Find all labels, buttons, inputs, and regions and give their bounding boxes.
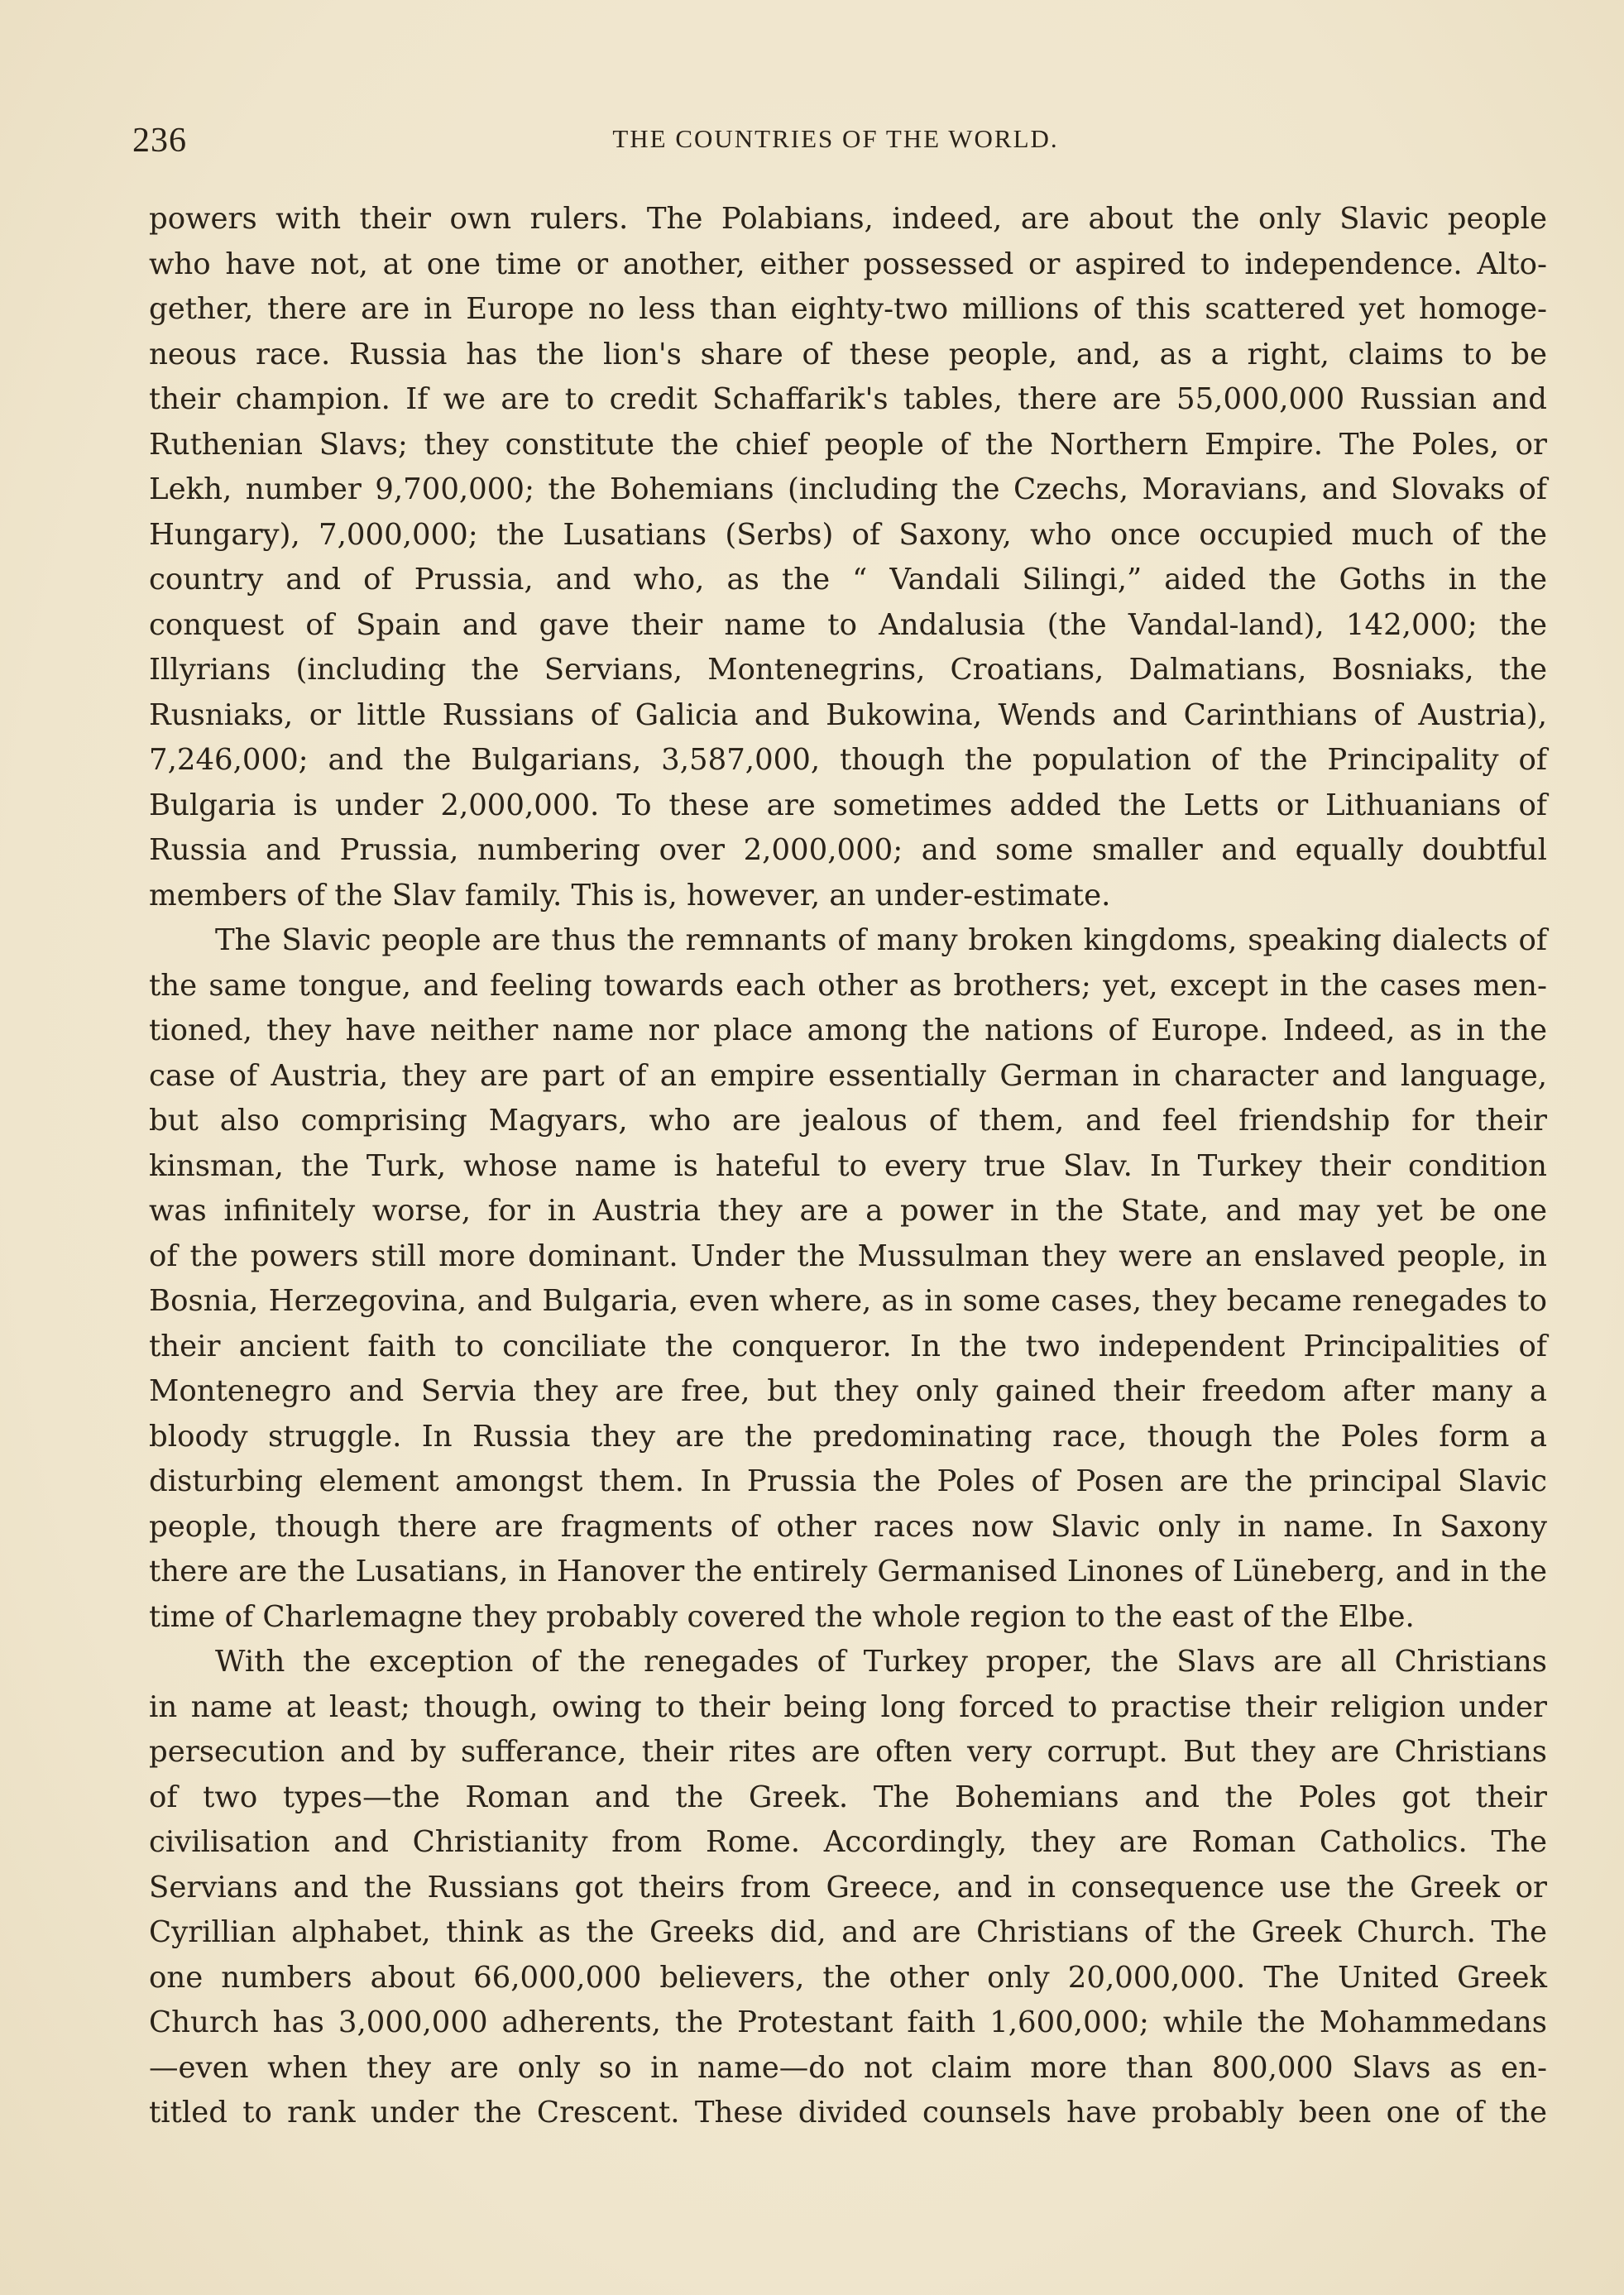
running-title: THE COUNTRIES OF THE WORLD. bbox=[612, 124, 1059, 153]
page-header bbox=[132, 121, 1539, 167]
text-line: 7,246,000; and the Bulgarians, 3,587,000, though the population of the Principality of bbox=[149, 743, 1547, 777]
text-line: neous race. Russia has the lion's share of these people, and, as a right, claims to be bbox=[149, 337, 1547, 371]
text-line: gether, there are in Europe no less than eighty-two millions of this scattered yet homoge- bbox=[149, 292, 1547, 326]
body-text bbox=[149, 197, 1547, 2136]
text-line: powers with their own rulers. The Polabians, indeed, are about the only Slavic people bbox=[149, 202, 1547, 236]
text-line: Ruthenian Slavs; they constitute the chief people of the Northern Empire. The Poles, or bbox=[149, 427, 1547, 462]
text-line: of two types—the Roman and the Greek. The Bohemians and the Poles got their bbox=[149, 1780, 1547, 1814]
text-line: persecution and by sufferance, their rites are often very corrupt. But they are Christians bbox=[149, 1735, 1547, 1769]
text-line: bloody struggle. In Russia they are the predominating race, though the Poles form a bbox=[149, 1419, 1547, 1454]
text-line: Church has 3,000,000 adherents, the Protestant faith 1,600,000; while the Mohammedans bbox=[149, 2005, 1547, 2039]
text-line: —even when they are only so in name—do not claim more than 800,000 Slavs as en- bbox=[149, 2050, 1547, 2085]
text-line: Bosnia, Herzegovina, and Bulgaria, even where, as in some cases, they became renegades to bbox=[149, 1284, 1547, 1318]
text-line: but also comprising Magyars, who are jealous of them, and feel friendship for their bbox=[149, 1104, 1547, 1138]
text-line: their champion. If we are to credit Schaffarik's tables, there are 55,000,000 Russian and bbox=[149, 382, 1547, 416]
text-line: Cyrillian alphabet, think as the Greeks did, and are Christians of the Greek Church. The bbox=[149, 1915, 1547, 1949]
text-line: in name at least; though, owing to their being long forced to practise their religion under bbox=[149, 1689, 1547, 1724]
text-line: one numbers about 66,000,000 believers, the other only 20,000,000. The United Greek bbox=[149, 1960, 1547, 1995]
page-number: 236 bbox=[132, 122, 187, 160]
text-line: titled to rank under the Crescent. These divided counsels have probably been one of the bbox=[149, 2096, 1547, 2130]
text-line: Montenegro and Servia they are free, but they only gained their freedom after many a bbox=[149, 1374, 1547, 1408]
text-line: was infinitely worse, for in Austria they are a power in the State, and may yet be one bbox=[149, 1194, 1547, 1228]
text-line: Hungary), 7,000,000; the Lusatians (Serbs) of Saxony, who once occupied much of the bbox=[149, 517, 1547, 552]
text-line: Lekh, number 9,700,000; the Bohemians (including the Czechs, Moravians, and Slovaks of bbox=[149, 472, 1547, 506]
text-line: time of Charlemagne they probably covered the whole region to the east of the Elbe. bbox=[149, 1599, 1415, 1634]
text-line: there are the Lusatians, in Hanover the entirely Germanised Linones of Lüneberg, and in the bbox=[149, 1555, 1547, 1588]
text-line: their ancient faith to conciliate the conqueror. In the two independent Principalities of bbox=[149, 1329, 1547, 1363]
text-line: Servians and the Russians got theirs from Greece, and in consequence use the Greek or bbox=[149, 1870, 1547, 1905]
text-line: members of the Slav family. This is, however, an under-estimate. bbox=[149, 878, 1111, 913]
text-line: case of Austria, they are part of an empire essentially German in character and language, bbox=[149, 1058, 1547, 1093]
text-line: Bulgaria is under 2,000,000. To these are sometimes added the Letts or Lithuanians of bbox=[149, 788, 1547, 822]
text-line: people, though there are fragments of other races now Slavic only in name. In Saxony bbox=[149, 1509, 1547, 1544]
text-line: tioned, they have neither name nor place among the nations of Europe. Indeed, as in the bbox=[149, 1013, 1547, 1047]
text-line: who have not, at one time or another, either possessed or aspired to independence. Alto- bbox=[149, 247, 1547, 281]
text-line: conquest of Spain and gave their name to Andalusia (the Vandal-land), 142,000; the bbox=[149, 607, 1547, 642]
text-line: Russia and Prussia, numbering over 2,000,000; and some smaller and equally doubtful bbox=[149, 833, 1547, 867]
text-line: kinsman, the Turk, whose name is hateful to every true Slav. In Turkey their condition bbox=[149, 1148, 1547, 1183]
text-line: The Slavic people are thus the remnants of many broken kingdoms, speaking dialects of bbox=[215, 923, 1547, 957]
text-line: With the exception of the renegades of Turkey proper, the Slavs are all Christians bbox=[215, 1645, 1547, 1679]
text-line: the same tongue, and feeling towards each other as brothers; yet, except in the cases men- bbox=[149, 968, 1547, 1003]
text-line: of the powers still more dominant. Under the Mussulman they were an enslaved people, in bbox=[149, 1239, 1547, 1273]
text-line: disturbing element amongst them. In Prussia the Poles of Posen are the principal Slavic bbox=[149, 1464, 1547, 1498]
text-line: civilisation and Christianity from Rome. Accordingly, they are Roman Catholics. The bbox=[149, 1825, 1547, 1859]
text-line: Rusniaks, or little Russians of Galicia and Bukowina, Wends and Carinthians of Austria), bbox=[149, 697, 1547, 732]
text-line: country and of Prussia, and who, as the “ Vandali Silingi,” aided the Goths in the bbox=[149, 563, 1547, 597]
text-line: Illyrians (including the Servians, Montenegrins, Croatians, Dalmatians, Bosniaks, the bbox=[149, 653, 1547, 687]
